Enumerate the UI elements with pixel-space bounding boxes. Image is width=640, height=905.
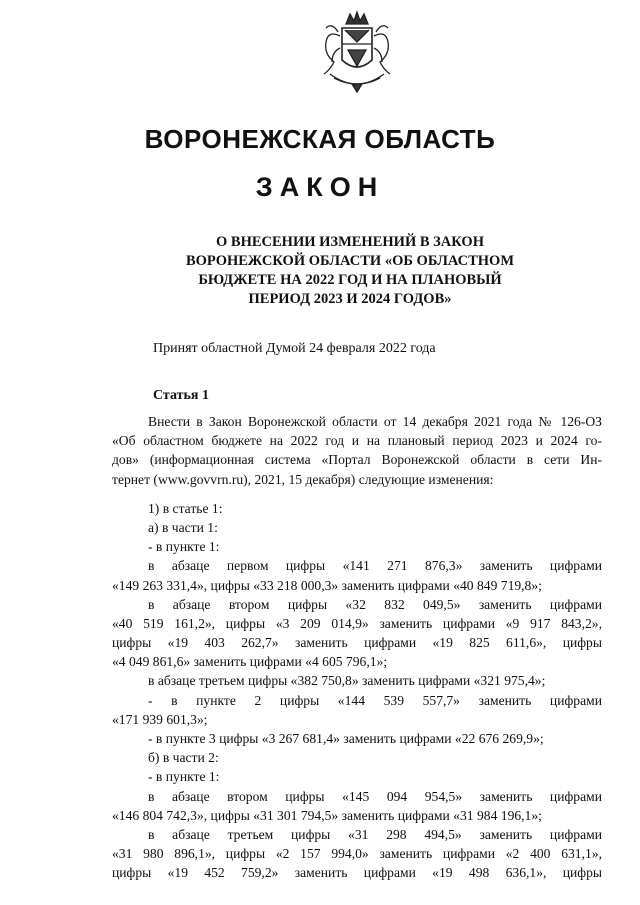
body-line: в абзаце втором цифры «145 094 954,5» заменить цифрами: [148, 788, 602, 804]
article-body: [112, 412, 602, 883]
body-line: - в пункте 1:: [148, 539, 220, 555]
region-name: ВОРОНЕЖСКАЯ ОБЛАСТЬ: [144, 124, 496, 154]
intro-line: дов» (информационная система «Портал Воронежской области в сети Ин-: [112, 452, 602, 468]
body-line: а) в части 1:: [148, 519, 218, 535]
intro-line: Внести в Закон Воронежской области от 14 декабря 2021 года № 126-ОЗ: [148, 414, 602, 429]
coat-of-arms-icon: [312, 8, 402, 98]
intro-line: тернет (www.govvrn.ru), 2021, 15 декабря) следующие изменения:: [112, 471, 494, 487]
body-line: цифры «19 403 262,7» заменить цифрами «19 825 611,6», цифры: [112, 635, 602, 651]
body-line: в абзаце первом цифры «141 271 876,3» заменить цифрами: [148, 558, 602, 574]
title-line: ВОРОНЕЖСКОЙ ОБЛАСТИ «ОБ ОБЛАСТНОМ: [185, 253, 515, 269]
body-line: в абзаце втором цифры «32 832 049,5» заменить цифрами: [148, 596, 602, 612]
body-line: «146 804 742,3», цифры «31 301 794,5» заменить цифрами «31 984 196,1»;: [112, 807, 542, 823]
title-line: БЮДЖЕТЕ НА 2022 ГОД И НА ПЛАНОВЫЙ: [198, 272, 502, 288]
title-line: О ВНЕСЕНИИ ИЗМЕНЕНИЙ В ЗАКОН: [216, 234, 484, 250]
title-line: ПЕРИОД 2023 И 2024 ГОДОВ»: [248, 291, 452, 307]
body-line: цифры «19 452 759,2» заменить цифрами «19 498 636,1», цифры: [112, 865, 602, 881]
body-line: «171 939 601,3»;: [112, 711, 208, 727]
document-title: [150, 233, 550, 309]
body-line: в абзаце третьем цифры «382 750,8» заменить цифрами «321 975,4»;: [148, 673, 546, 689]
intro-line: «Об областном бюджете на 2022 год и на плановый период 2023 и 2024 го-: [112, 433, 602, 449]
body-line: б) в части 2:: [148, 750, 219, 766]
body-line: «31 980 896,1», цифры «2 157 994,0» заменить цифрами «2 400 631,1»,: [112, 846, 602, 862]
body-line: «4 049 861,6» заменить цифрами «4 605 796,1»;: [112, 654, 388, 670]
body-line: - в пункте 3 цифры «3 267 681,4» заменить цифрами «22 676 269,9»;: [148, 731, 544, 746]
body-line: «149 263 331,4», цифры «33 218 000,3» заменить цифрами «40 849 719,8»;: [112, 577, 542, 593]
adoption-date: Принят областной Думой 24 февраля 2022 года: [153, 341, 436, 356]
paragraph-gap: [112, 489, 602, 499]
article-heading: Статья 1: [153, 388, 209, 403]
body-line: - в пункте 1:: [148, 769, 220, 785]
document-type: ЗАКОН: [255, 172, 385, 202]
body-line: 1) в статье 1:: [148, 500, 223, 516]
body-line: - в пункте 2 цифры «144 539 557,7» заменить цифрами: [148, 692, 602, 708]
body-line: в абзаце третьем цифры «31 298 494,5» заменить цифрами: [148, 826, 602, 842]
body-line: «40 519 161,2», цифры «3 209 014,9» заменить цифрами «9 917 843,2»,: [112, 615, 602, 631]
